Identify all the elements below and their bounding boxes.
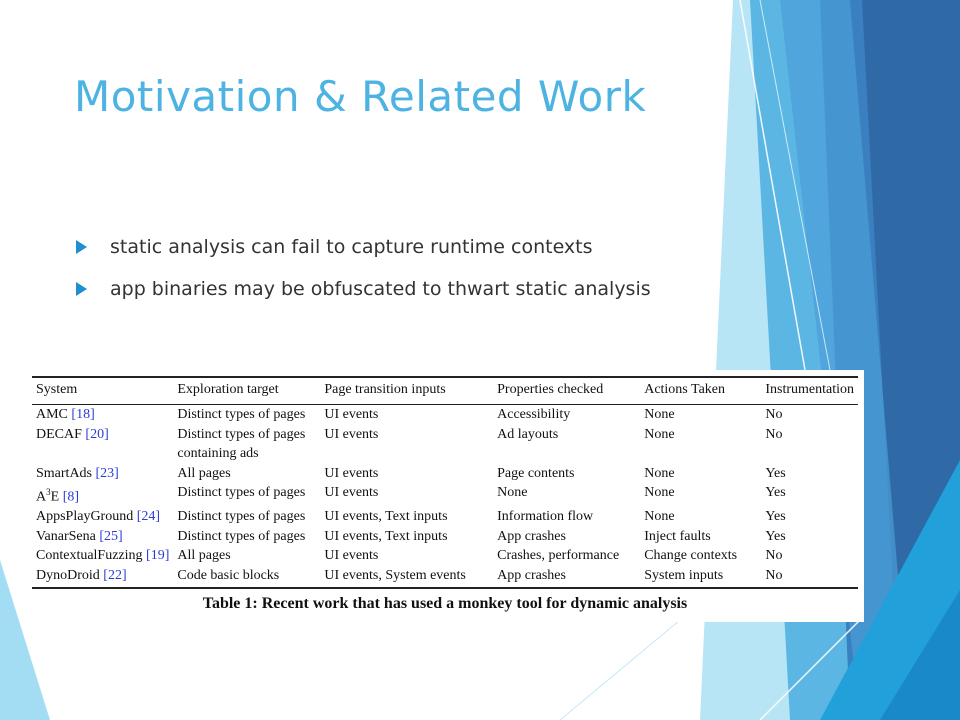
cell-inputs: UI events bbox=[324, 485, 379, 500]
table-row bbox=[32, 527, 858, 547]
table-row bbox=[32, 483, 858, 507]
cell-inputs: UI events bbox=[324, 548, 379, 564]
cell-actions: None bbox=[644, 509, 675, 525]
cell-instrumentation: No bbox=[761, 566, 858, 589]
table-row bbox=[32, 405, 858, 425]
cell-system bbox=[32, 464, 173, 484]
cell-target: Code basic blocks bbox=[173, 566, 320, 589]
cell-properties: Information flow bbox=[497, 509, 594, 525]
cell-system bbox=[32, 507, 173, 527]
cell-inputs: UI events, System events bbox=[320, 566, 493, 589]
cell-actions: Change contexts bbox=[644, 548, 738, 564]
citation: [20] bbox=[85, 426, 109, 442]
cell-instrumentation: Yes bbox=[765, 528, 786, 544]
cell-target: All pages bbox=[177, 548, 231, 564]
cell-properties: Crashes, performance bbox=[497, 548, 620, 564]
cell-inputs: UI events, Text inputs bbox=[324, 509, 448, 525]
system-name: AMC bbox=[36, 407, 72, 422]
arrow-right-icon bbox=[76, 282, 87, 296]
bullet-item bbox=[74, 274, 651, 316]
column-header: Properties checked bbox=[493, 377, 640, 405]
cell-inputs: UI events, Text inputs bbox=[324, 528, 448, 544]
system-name-suffix: E bbox=[50, 489, 63, 505]
column-header: Page transition inputs bbox=[320, 377, 493, 405]
system-name: DECAF bbox=[36, 426, 86, 442]
bullet-list bbox=[74, 232, 651, 316]
system-name: ContextualFuzzing bbox=[36, 548, 147, 564]
column-header: Actions Taken bbox=[640, 377, 761, 405]
cell-properties: None bbox=[497, 485, 528, 500]
system-name: SmartAds bbox=[36, 465, 96, 481]
system-name: VanarSena bbox=[36, 528, 100, 544]
cell-properties: App crashes bbox=[497, 528, 566, 544]
column-header: Exploration target bbox=[173, 377, 320, 405]
cell-target: Distinct types of pages bbox=[177, 485, 306, 500]
cell-target: All pages bbox=[177, 465, 231, 481]
cell-target: Distinct types of pages bbox=[177, 509, 306, 525]
cell-target: Distinct types of pages bbox=[177, 407, 306, 422]
cell-actions: None bbox=[644, 426, 675, 442]
cell-system bbox=[32, 425, 173, 464]
cell-system bbox=[32, 527, 173, 547]
table-row bbox=[32, 546, 858, 566]
cell-system bbox=[32, 566, 173, 589]
cell-actions: None bbox=[644, 485, 675, 500]
cell-actions: System inputs bbox=[640, 566, 761, 589]
bullet-text: static analysis can fail to capture runtime contexts bbox=[110, 236, 593, 258]
citation: [23] bbox=[95, 465, 119, 481]
slide-title: Motivation & Related Work bbox=[74, 72, 647, 121]
cell-system bbox=[32, 546, 173, 566]
citation: [24] bbox=[136, 509, 161, 525]
cell-inputs: UI events bbox=[324, 407, 379, 422]
arrow-right-icon bbox=[76, 240, 87, 254]
bullet-item bbox=[74, 232, 651, 274]
related-work-table bbox=[32, 376, 858, 589]
table-caption: Table 1: Recent work that has used a monkey tool for dynamic analysis bbox=[202, 595, 688, 612]
column-header: Instrumentation bbox=[761, 377, 858, 405]
cell-instrumentation: No bbox=[765, 426, 783, 442]
cell-instrumentation: No bbox=[765, 407, 783, 422]
column-header: System bbox=[32, 377, 173, 405]
cell-inputs: UI events bbox=[324, 465, 379, 481]
system-name: AppsPlayGround bbox=[36, 509, 137, 525]
cell-target: Distinct types of pages containing ads bbox=[177, 426, 306, 461]
cell-system bbox=[32, 483, 173, 507]
system-name: A bbox=[36, 489, 47, 505]
table-header-row bbox=[32, 377, 858, 405]
cell-properties: Ad layouts bbox=[497, 426, 559, 442]
cell-instrumentation: Yes bbox=[765, 509, 786, 525]
table-row bbox=[32, 507, 858, 527]
cell-inputs: UI events bbox=[324, 426, 379, 442]
cell-instrumentation: No bbox=[765, 548, 783, 564]
citation: [8] bbox=[62, 489, 80, 505]
cell-actions: None bbox=[644, 465, 675, 481]
related-work-table-image bbox=[26, 370, 864, 622]
citation: [25] bbox=[99, 528, 123, 544]
cell-properties: Page contents bbox=[497, 465, 575, 481]
citation: [22] bbox=[103, 567, 127, 583]
table-row bbox=[32, 566, 858, 589]
table-row bbox=[32, 425, 858, 464]
system-superscript: 3 bbox=[46, 487, 51, 497]
citation: [19] bbox=[146, 548, 170, 564]
cell-properties: Accessibility bbox=[497, 407, 571, 422]
cell-system bbox=[32, 405, 173, 425]
cell-actions: None bbox=[644, 407, 675, 422]
cell-instrumentation: Yes bbox=[765, 485, 786, 500]
cell-properties: App crashes bbox=[493, 566, 640, 589]
cell-instrumentation: Yes bbox=[765, 465, 786, 481]
citation: [18] bbox=[71, 407, 95, 422]
bullet-text: app binaries may be obfuscated to thwart static analysis bbox=[110, 278, 651, 300]
cell-target: Distinct types of pages bbox=[177, 528, 306, 544]
cell-actions: Inject faults bbox=[644, 528, 711, 544]
system-name: DynoDroid bbox=[36, 567, 104, 583]
table-row bbox=[32, 464, 858, 484]
